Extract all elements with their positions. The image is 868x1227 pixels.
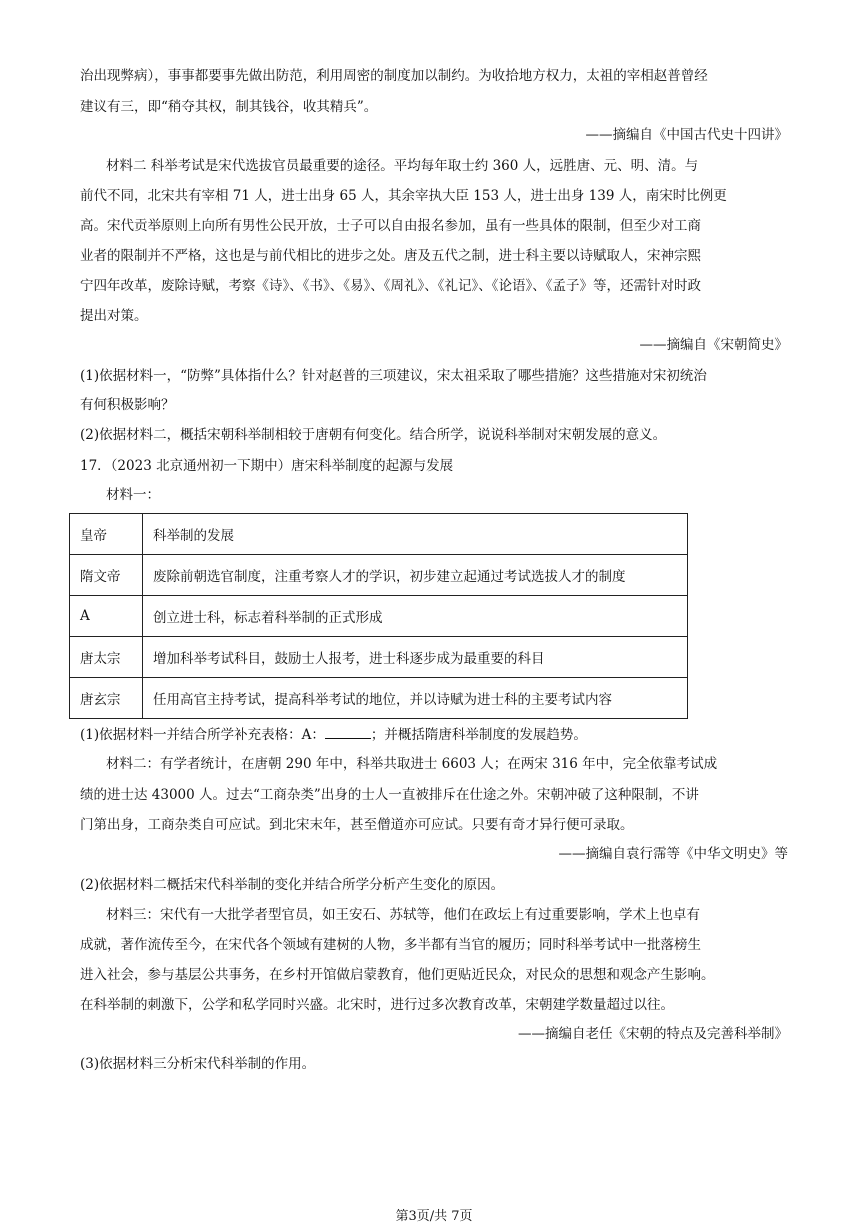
- question-line: [80, 724, 587, 745]
- page-number: 第3页/共 7页: [395, 1209, 473, 1224]
- material-two-line: 业者的限制并不严格，这也是与前代相比的进步之处。唐及五代之制，进士科主要以诗赋取人，宋神宗熙: [80, 248, 701, 264]
- problem-17-title: 17．（2023 北京通州初一下期中）唐宋科举制度的起源与发展: [80, 458, 454, 474]
- question-line: (2)依据材料二概括宋代科举制的变化并结合所学分析产生变化的原因。: [80, 877, 505, 893]
- question-text: ；并概括隋唐科举制度的发展趋势。: [370, 727, 587, 743]
- table-cell: 唐玄宗: [70, 678, 143, 719]
- table-row: [70, 555, 688, 596]
- table-row: [70, 637, 688, 678]
- source-citation: ——摘编自老任《宋朝的特点及完善科举制》: [518, 1026, 788, 1042]
- source-citation: ——摘编自《宋朝简史》: [639, 337, 788, 353]
- table-cell: 科举制的发展: [143, 514, 688, 555]
- material-two-line: 绩的进士达 43000 人。过去“工商杂类”出身的士人一直被排斥在仕途之外。宋朝冲破了这种限制，不讲: [80, 787, 699, 803]
- question-line: (2)依据材料二，概括宋朝科举制相较于唐朝有何变化。结合所学，说说科举制对宋朝发展的意义。: [80, 427, 667, 443]
- table-row: [70, 678, 688, 719]
- keju-table: [69, 513, 688, 719]
- material-two-line: 高。宋代贡举原则上向所有男性公民开放，士子可以自由报名参加，虽有一些具体的限制，但至少对工商: [80, 218, 701, 234]
- table-cell: 任用高官主持考试，提高科举考试的地位，并以诗赋为进士科的主要考试内容: [143, 678, 688, 719]
- table-cell: 唐太宗: [70, 637, 143, 678]
- material-two-line: 前代不同，北宋共有宰相 71 人，进士出身 65 人，其余宰执大臣 153 人，进士出身 139 人，南宋时比例更: [80, 188, 727, 204]
- material-three-line: 成就，著作流传至今，在宋代各个领域有建树的人物，多半都有当官的履历；同时科举考试中一批落榜生: [80, 937, 701, 953]
- question-line: 有何积极影响？: [80, 397, 175, 413]
- answer-blank: [325, 724, 371, 739]
- material-two-line: 门第出身，工商杂类自可应试。到北宋末年，甚至僧道亦可应试。只要有奇才异行便可录取。: [80, 817, 634, 833]
- paragraph-line: 建议有三，即“稍夺其权，制其钱谷，收其精兵”。: [80, 99, 378, 115]
- table-cell: 废除前朝选官制度，注重考察人才的学识，初步建立起通过考试选拔人才的制度: [143, 555, 688, 596]
- source-citation: ——摘编自《中国古代史十四讲》: [585, 127, 788, 143]
- material-two-line: 宁四年改革，废除诗赋，考察《诗》、《书》、《易》、《周礼》、《礼记》、《论语》、《孟子》等，还需针对时政: [80, 278, 701, 294]
- paragraph-line: 治出现弊病），事事都要事先做出防范，利用周密的制度加以制约。为收拾地方权力，太祖的宰相赵普曾经: [80, 68, 708, 84]
- material-three-line: 在科举制的刺激下，公学和私学同时兴盛。北宋时，进行过多次教育改革，宋朝建学数量超过以往。: [80, 997, 674, 1013]
- material-one-label: 材料一：: [106, 487, 160, 503]
- material-two-line: 材料二 科举考试是宋代选拔官员最重要的途径。平均每年取士约 360 人，远胜唐、元、明、清。与: [106, 158, 699, 174]
- table-row: [70, 514, 688, 555]
- table-cell: A: [70, 596, 143, 637]
- material-two-line: 提出对策。: [80, 308, 148, 324]
- table-cell: 隋文帝: [70, 555, 143, 596]
- question-line: (3)依据材料三分析宋代科举制的作用。: [80, 1056, 316, 1072]
- question-text: (1)依据材料一并结合所学补充表格：A：: [80, 727, 325, 743]
- table-cell: 增加科举考试科目，鼓励士人报考，进士科逐步成为最重要的科目: [143, 637, 688, 678]
- table-cell: 创立进士科，标志着科举制的正式形成: [143, 596, 688, 637]
- question-line: (1)依据材料一，“防弊”具体指什么？针对赵普的三项建议，宋太祖采取了哪些措施？这些措施对宋初统治: [80, 368, 707, 384]
- material-three-line: 材料三：宋代有一大批学者型官员，如王安石、苏轼等，他们在政坛上有过重要影响，学术上也卓有: [106, 907, 700, 923]
- table-row: [70, 596, 688, 637]
- material-two-line: 材料二：有学者统计，在唐朝 290 年中，科举共取进士 6603 人；在两宋 316 年中，完全依靠考试成: [106, 756, 718, 772]
- material-three-line: 进入社会，参与基层公共事务，在乡村开馆做启蒙教育，他们更贴近民众，对民众的思想和观念产生影响。: [80, 967, 715, 983]
- table-cell: 皇帝: [70, 514, 143, 555]
- source-citation: ——摘编自袁行霈等《中华文明史》等: [558, 846, 788, 862]
